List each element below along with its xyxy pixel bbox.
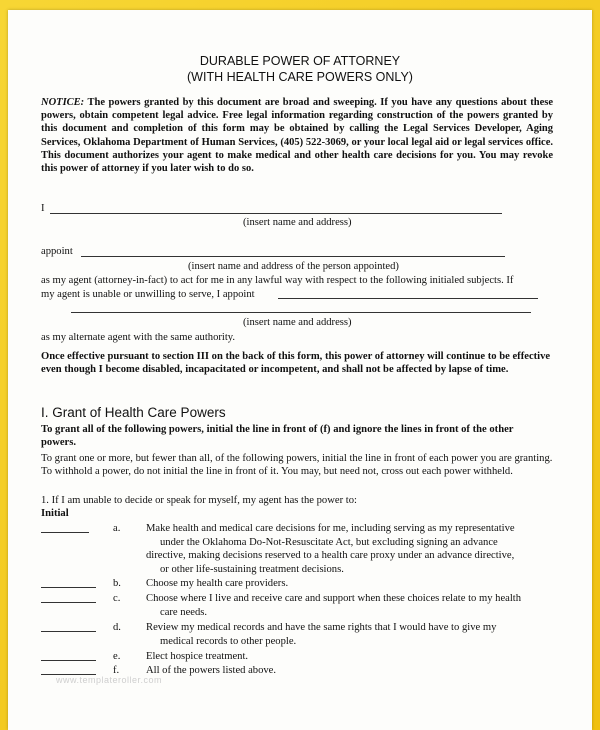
- document-title: DURABLE POWER OF ATTORNEY: [199, 54, 401, 68]
- notice-text: The powers granted by this document are broad and sweeping. If you have any questions about these powers, obtain competent legal advice. Free legal information regarding construction of the powers granted by this document and completion of this form may be obtained by calling the Legal Services Developer, Aging Services, Oklahoma Department of Human Services, (405) 522-3069, or your local legal aid or legal services office. This document authorizes your agent to make medical and other health care decisions for you. You may revoke this power of attorney if you later wish to do so.: [41, 97, 554, 175]
- initial-line-c[interactable]: [41, 602, 96, 603]
- item-text-line: or other life-sustaining treatment decisions.: [160, 563, 344, 575]
- insert-name-hint: (insert name and address): [243, 217, 352, 228]
- item-text-line: All of the powers listed above.: [146, 665, 277, 676]
- agent-name-line[interactable]: [81, 256, 505, 257]
- item-letter: a.: [113, 523, 121, 534]
- notice-label: NOTICE:: [41, 97, 85, 108]
- i-label: I: [41, 203, 45, 214]
- item-text-line: Choose where I live and receive care and support when these choices relate to my health: [146, 593, 522, 604]
- section-heading: I. Grant of Health Care Powers: [41, 405, 226, 420]
- item-text-line: care needs.: [160, 606, 208, 618]
- alternate-agent-line[interactable]: [278, 298, 538, 299]
- initial-line-b[interactable]: [41, 587, 96, 588]
- document-subtitle: (WITH HEALTH CARE POWERS ONLY): [187, 70, 413, 84]
- effective-paragraph: Once effective pursuant to section III on the back of this form, this power of attorney will continue to be effective even though I become disabled, incapacitated or incompetent, and shall not be affected by lapse of time.: [41, 351, 551, 376]
- notice-paragraph: [41, 96, 553, 175]
- grant-instruction-text: To grant one or more, but fewer than all, of the following powers, initial the line in front of each power you are granting. To withhold a power, do not initial the line in front of it. You may, but need not, cross out each power withheld.: [41, 453, 553, 478]
- item-letter: d.: [113, 622, 121, 633]
- grant-instruction-bold: To grant all of the following powers, initial the line in front of (f) and ignore the lines in front of the other powers.: [41, 424, 514, 449]
- initial-line-a[interactable]: [41, 532, 89, 533]
- appoint-label: appoint: [41, 246, 73, 257]
- document-page: [8, 10, 592, 730]
- initial-line-e[interactable]: [41, 660, 96, 661]
- watermark: www.templateroller.com: [56, 675, 163, 685]
- item-letter: f.: [113, 665, 120, 676]
- agent-text-line1: as my agent (attorney-in-fact) to act for me in any lawful way with respect to the following initialed subjects. If: [41, 275, 514, 286]
- insert-appointed-hint: (insert name and address of the person appointed): [188, 261, 399, 272]
- principal-name-line[interactable]: [50, 213, 502, 214]
- item-letter: c.: [113, 593, 121, 604]
- initial-label: Initial: [41, 508, 69, 519]
- item-text-line: Make health and medical care decisions for me, including serving as my representative: [146, 523, 515, 534]
- item-text-line: medical records to other people.: [160, 635, 297, 647]
- insert-name-hint-2: (insert name and address): [243, 317, 352, 328]
- alternate-agent-text: as my alternate agent with the same authority.: [41, 332, 236, 343]
- agent-text-line2: my agent is unable or unwilling to serve, I appoint: [41, 289, 255, 300]
- powers-intro: 1. If I am unable to decide or speak for myself, my agent has the power to:: [41, 495, 357, 506]
- item-text-line: Choose my health care providers.: [146, 578, 289, 589]
- initial-line-d[interactable]: [41, 631, 96, 632]
- item-text-line: Review my medical records and have the same rights that I would have to give my: [146, 622, 497, 633]
- item-letter: e.: [113, 651, 121, 662]
- alternate-agent-line-2[interactable]: [71, 312, 531, 313]
- item-text-line: Elect hospice treatment.: [146, 651, 249, 662]
- item-text-line: under the Oklahoma Do-Not-Resuscitate Act, but excluding signing an advance: [160, 536, 498, 548]
- item-text-line: directive, making decisions reserved to a health care proxy under an advance directive,: [146, 550, 515, 561]
- item-letter: b.: [113, 578, 121, 589]
